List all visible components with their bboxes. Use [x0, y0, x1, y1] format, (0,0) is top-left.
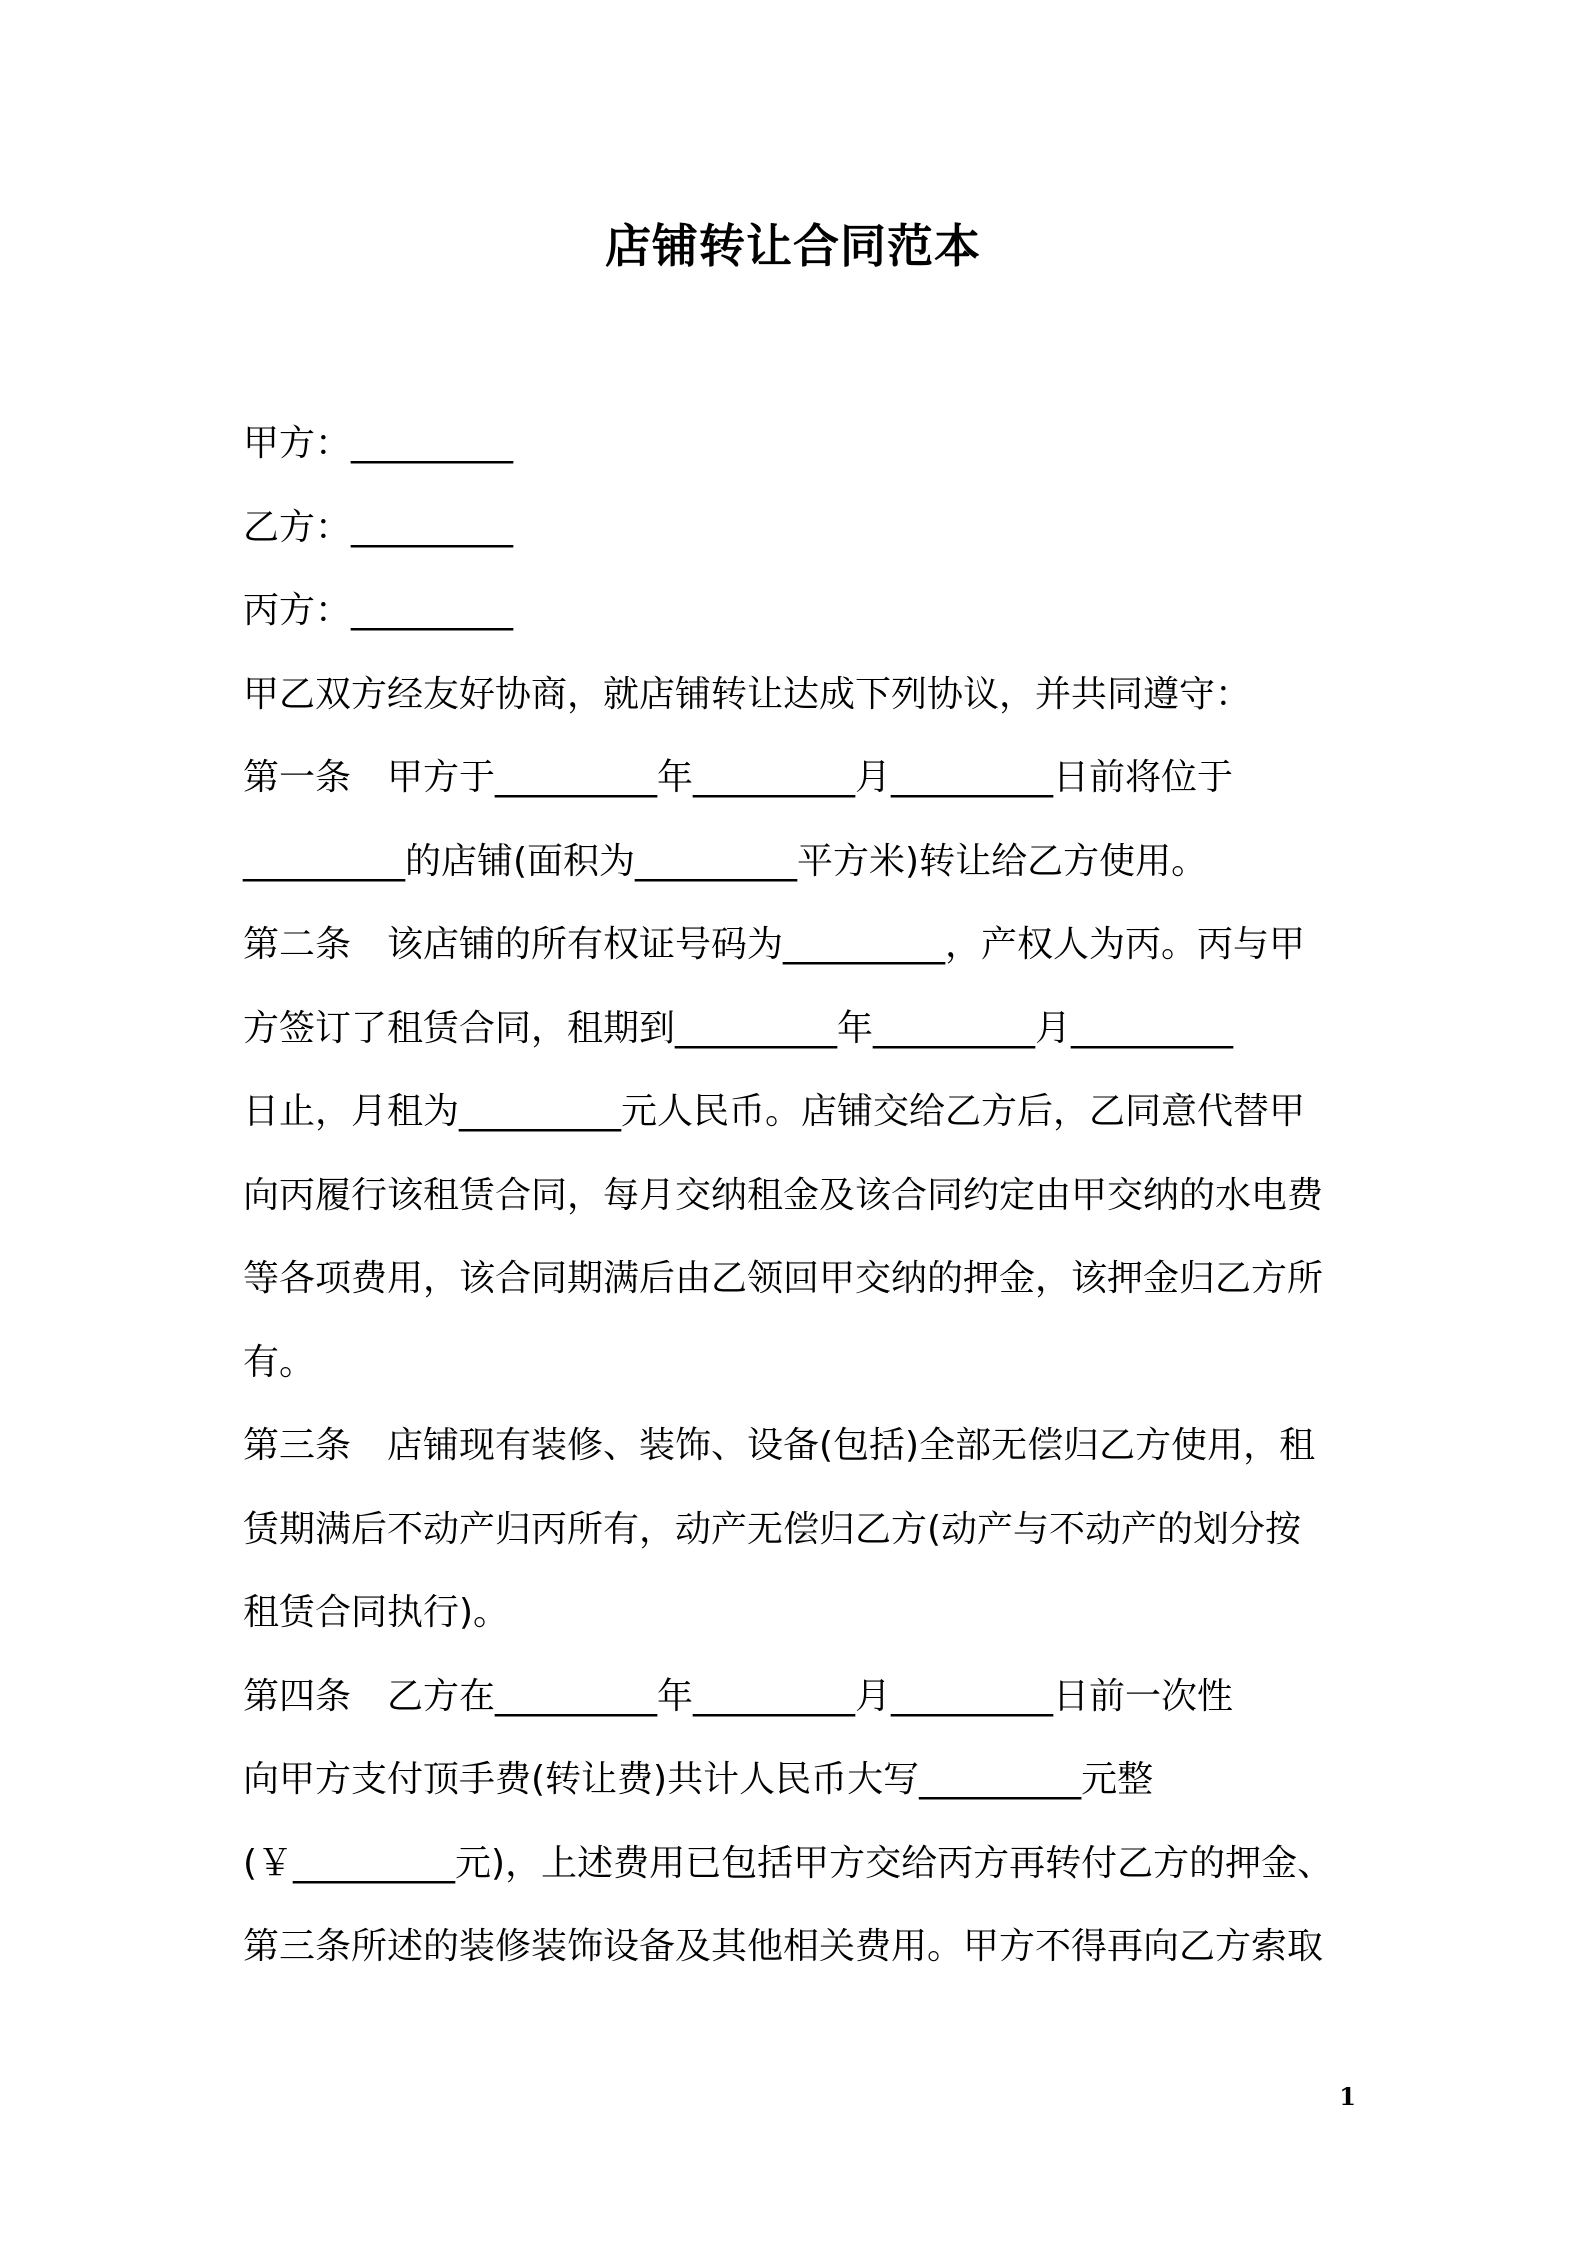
- article-4-line-1: 第四条 乙方在_________年_________月_________日前一次性: [243, 1675, 1234, 1717]
- article-4-line-3: (￥_________元)，上述费用已包括甲方交给丙方再转付乙方的押金、: [243, 1842, 1334, 1884]
- article-2-line-2: 方签订了租赁合同，租期到_________年_________月_________: [243, 1007, 1234, 1049]
- article-4-line-2: 向甲方支付顶手费(转让费)共计人民币大写_________元整: [243, 1759, 1154, 1800]
- party-c-line: 丙方：_________: [243, 590, 514, 631]
- preamble-line: 甲乙双方经友好协商，就店铺转让达成下列协议，并共同遵守：: [243, 673, 1252, 715]
- article-2-line-3: 日止，月租为_________元人民币。店铺交给乙方后，乙同意代替甲: [243, 1091, 1306, 1132]
- contract-body: [243, 402, 1363, 1989]
- article-1-line-1: 第一条 甲方于_________年_________月_________日前将位于: [243, 757, 1234, 798]
- article-2-line-4: 向丙履行该租赁合同，每月交纳租金及该合同约定由甲交纳的水电费: [243, 1174, 1324, 1216]
- party-b-line: 乙方：_________: [243, 506, 514, 548]
- article-4-line-4: 第三条所述的装修装饰设备及其他相关费用。甲方不得再向乙方索取: [243, 1926, 1324, 1967]
- article-2-line-6: 有。: [243, 1341, 316, 1383]
- article-2-line-5: 等各项费用，该合同期满后由乙领回甲交纳的押金，该押金归乙方所: [243, 1258, 1324, 1299]
- article-3-line-2: 赁期满后不动产归丙所有，动产无偿归乙方(动产与不动产的划分按: [243, 1508, 1302, 1550]
- article-3-line-3: 租赁合同执行)。: [243, 1592, 510, 1633]
- article-1-line-2: _________的店铺(面积为_________平方米)转让给乙方使用。: [243, 840, 1208, 882]
- page-number: 1: [1339, 2082, 1356, 2111]
- party-a-line: 甲方：_________: [243, 423, 514, 464]
- document-title: 店铺转让合同范本: [605, 219, 981, 273]
- article-3-line-1: 第三条 店铺现有装修、装饰、设备(包括)全部无偿归乙方使用，租: [243, 1425, 1316, 1466]
- article-2-line-1: 第二条 该店铺的所有权证号码为_________，产权人为丙。丙与甲: [243, 924, 1306, 965]
